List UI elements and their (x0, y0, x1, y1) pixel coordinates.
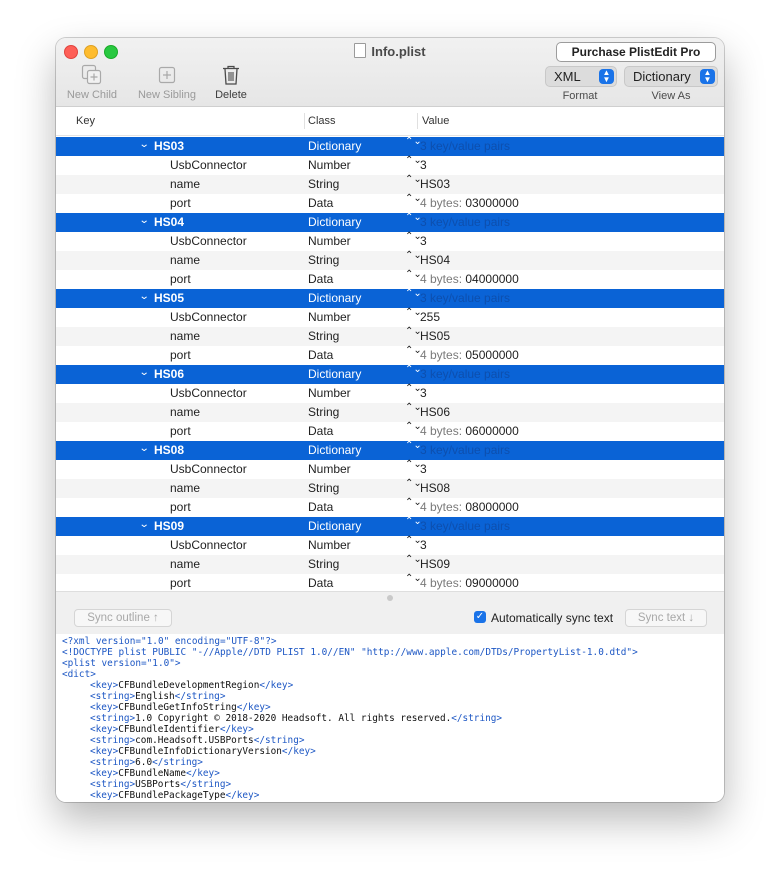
outline-row[interactable] (56, 346, 724, 365)
row-value[interactable] (420, 291, 510, 305)
row-key[interactable]: HS05 (154, 291, 185, 305)
xml-tag: <key> (90, 724, 119, 735)
xml-tag: </string> (174, 691, 226, 702)
xml-text: CFBundleIdentifier (118, 724, 220, 735)
row-class[interactable]: String (308, 405, 340, 419)
row-class[interactable]: Number (308, 462, 351, 476)
outline-row-dictionary[interactable] (56, 137, 724, 156)
class-popup-chevron-icon[interactable]: ⌃⌄ (405, 174, 422, 185)
disclosure-chevron-icon[interactable]: ⌄ (138, 443, 150, 454)
xml-line (62, 768, 724, 779)
row-value[interactable]: HS09 (420, 557, 451, 571)
class-popup-chevron-icon[interactable]: ⌃⌄ (405, 497, 422, 508)
row-value[interactable]: 3 (420, 158, 427, 172)
row-key[interactable]: name (170, 481, 201, 495)
xml-line (62, 702, 724, 713)
xml-tag: </string> (152, 757, 203, 768)
row-value-text: 05000000 (465, 348, 519, 362)
xml-tag: <key> (90, 790, 119, 801)
row-value[interactable] (420, 348, 519, 362)
outline-row[interactable] (56, 251, 724, 270)
row-value-prefix: 4 bytes: (420, 196, 463, 210)
delete-label: Delete (215, 89, 247, 101)
document-icon (354, 43, 366, 58)
row-value[interactable]: HS04 (420, 253, 451, 267)
outline-row[interactable] (56, 327, 724, 346)
outline-row[interactable] (56, 156, 724, 175)
class-popup-chevron-icon[interactable]: ⌃⌄ (405, 478, 422, 489)
row-value[interactable] (420, 215, 510, 229)
row-value[interactable]: 3 (420, 386, 427, 400)
class-popup-chevron-icon[interactable]: ⌃⌄ (405, 364, 422, 375)
view-as-popup[interactable] (624, 66, 718, 87)
outline-row[interactable] (56, 403, 724, 422)
row-class[interactable]: Number (308, 234, 351, 248)
column-divider[interactable] (304, 113, 305, 129)
row-key[interactable]: HS08 (154, 443, 185, 457)
row-key[interactable]: port (170, 576, 191, 590)
disclosure-chevron-icon[interactable]: ⌄ (138, 215, 150, 226)
xml-text: CFBundleName (118, 768, 186, 779)
outline-row[interactable] (56, 308, 724, 327)
xml-tag: </key> (259, 680, 294, 691)
xml-text: 1.0 Copyright © 2018-2020 Headsoft. All rights reserved. (135, 713, 452, 724)
auto-sync-label[interactable]: Automatically sync text (491, 611, 614, 625)
trash-icon (208, 64, 254, 86)
row-value-text: 09000000 (465, 576, 519, 590)
class-popup-chevron-icon[interactable]: ⌃⌄ (405, 288, 422, 299)
row-key[interactable]: name (170, 557, 201, 571)
xml-tag: <string> (90, 691, 136, 702)
row-value[interactable] (420, 576, 519, 590)
class-popup-chevron-icon[interactable]: ⌃⌄ (405, 554, 422, 565)
column-divider[interactable] (417, 113, 418, 129)
row-key[interactable]: name (170, 329, 201, 343)
class-popup-chevron-icon[interactable]: ⌃⌄ (405, 307, 422, 318)
row-value-prefix: 4 bytes: (420, 500, 463, 514)
row-value[interactable]: HS08 (420, 481, 451, 495)
row-value-prefix: 4 bytes: (420, 348, 463, 362)
split-view-handle[interactable] (387, 595, 393, 601)
window-title-text: Info.plist (371, 44, 426, 59)
outline-row[interactable] (56, 574, 724, 591)
row-class[interactable]: Data (308, 424, 334, 438)
xml-tag: <string> (90, 779, 136, 790)
new-child-icon (62, 64, 122, 86)
row-value-summary: 3 key/value pairs (420, 519, 511, 533)
xml-text: CFBundleInfoDictionaryVersion (118, 746, 282, 757)
row-value[interactable] (420, 367, 510, 381)
row-class[interactable]: Dictionary (308, 139, 362, 153)
sync-text-button[interactable]: Sync text ↓ (625, 609, 707, 627)
row-key[interactable]: port (170, 196, 191, 210)
row-key[interactable]: name (170, 177, 201, 191)
outline-row[interactable] (56, 270, 724, 289)
row-value[interactable]: 255 (420, 310, 441, 324)
row-value-prefix: 4 bytes: (420, 424, 463, 438)
xml-line (62, 669, 724, 680)
row-class[interactable]: String (308, 329, 340, 343)
delete-button[interactable] (208, 64, 254, 101)
xml-text: CFBundleGetInfoString (118, 702, 237, 713)
row-value-prefix: 4 bytes: (420, 272, 463, 286)
disclosure-chevron-icon[interactable]: ⌄ (138, 139, 150, 150)
row-value[interactable] (420, 443, 510, 457)
outline-row[interactable] (56, 232, 724, 251)
row-value-summary: 3 key/value pairs (420, 139, 511, 153)
row-key[interactable]: UsbConnector (170, 538, 247, 552)
xml-line (62, 658, 724, 669)
xml-tag: </key> (281, 746, 316, 757)
outline-view[interactable] (56, 137, 724, 591)
outline-row-dictionary[interactable] (56, 213, 724, 232)
format-label: Format (562, 90, 598, 102)
xml-line (62, 636, 724, 647)
outline-row[interactable] (56, 422, 724, 441)
row-value[interactable]: 3 (420, 538, 427, 552)
xml-line (62, 724, 724, 735)
row-key[interactable]: port (170, 500, 191, 514)
format-popup[interactable] (545, 66, 617, 87)
xml-text: CFBundleDevelopmentRegion (118, 680, 260, 691)
xml-tag: </string> (180, 779, 232, 790)
class-popup-chevron-icon[interactable]: ⌃⌄ (405, 421, 422, 432)
row-class[interactable]: Number (308, 158, 351, 172)
class-popup-chevron-icon[interactable]: ⌃⌄ (405, 516, 422, 527)
new-sibling-label: New Sibling (137, 89, 197, 101)
disclosure-chevron-icon[interactable]: ⌄ (138, 519, 150, 530)
row-value[interactable] (420, 424, 519, 438)
class-popup-chevron-icon[interactable]: ⌃⌄ (405, 326, 422, 337)
outline-row[interactable] (56, 384, 724, 403)
row-key[interactable]: HS09 (154, 519, 185, 533)
xml-tag: <!DOCTYPE plist PUBLIC "-//Apple//DTD PLIST 1.0//EN" "http://www.apple.com/DTDs/PropertyList-1.0.dtd"> (62, 647, 638, 658)
row-value[interactable]: 3 (420, 462, 427, 476)
row-class[interactable]: Dictionary (308, 291, 362, 305)
sync-bar (56, 591, 724, 635)
xml-tag: <key> (90, 746, 119, 757)
xml-tag: <key> (90, 768, 119, 779)
disclosure-chevron-icon[interactable]: ⌄ (138, 367, 150, 378)
purchase-button[interactable]: Purchase PlistEdit Pro (556, 42, 716, 62)
class-popup-chevron-icon[interactable]: ⌃⌄ (405, 212, 422, 223)
xml-line (62, 647, 724, 658)
xml-line (62, 779, 724, 790)
xml-text: CFBundlePackageType (118, 790, 226, 801)
row-value[interactable] (420, 139, 510, 153)
row-key[interactable]: HS03 (154, 139, 185, 153)
row-value-summary: 3 key/value pairs (420, 291, 511, 305)
row-value-summary: 3 key/value pairs (420, 443, 511, 457)
xml-tag: <key> (90, 680, 119, 691)
xml-text: com.Headsoft.USBPorts (135, 735, 254, 746)
new-child-label: New Child (66, 89, 118, 101)
class-popup-chevron-icon[interactable]: ⌃⌄ (405, 573, 422, 584)
row-value[interactable] (420, 272, 519, 286)
row-class[interactable]: Data (308, 348, 334, 362)
row-class[interactable]: Data (308, 196, 334, 210)
class-popup-chevron-icon[interactable]: ⌃⌄ (405, 383, 422, 394)
xml-tag: </key> (236, 702, 271, 713)
row-value-prefix: 4 bytes: (420, 576, 463, 590)
xml-tag: </key> (225, 790, 260, 801)
popup-chevron-icon: ▲ ▼ (700, 69, 715, 84)
class-popup-chevron-icon[interactable]: ⌃⌄ (405, 440, 422, 451)
xml-text-view[interactable] (56, 634, 724, 802)
class-popup-chevron-icon[interactable]: ⌃⌄ (405, 193, 422, 204)
class-popup-chevron-icon[interactable]: ⌃⌄ (405, 535, 422, 546)
xml-line (62, 790, 724, 801)
xml-tag: <?xml version="1.0" encoding="UTF-8"?> (62, 636, 277, 647)
class-popup-chevron-icon[interactable]: ⌃⌄ (405, 155, 422, 166)
row-value-text: 03000000 (465, 196, 519, 210)
row-key[interactable]: name (170, 253, 201, 267)
row-value[interactable] (420, 196, 519, 210)
class-popup-chevron-icon[interactable]: ⌃⌄ (405, 137, 422, 147)
row-class[interactable]: Dictionary (308, 215, 362, 229)
outline-row-dictionary[interactable] (56, 517, 724, 536)
xml-tag: <string> (90, 713, 136, 724)
xml-tag: <string> (90, 735, 136, 746)
xml-tag: </key> (219, 724, 254, 735)
row-class[interactable]: Dictionary (308, 443, 362, 457)
row-class[interactable]: Number (308, 386, 351, 400)
xml-text: 6.0 (135, 757, 153, 768)
outline-row[interactable] (56, 555, 724, 574)
xml-line (62, 746, 724, 757)
row-value-summary: 3 key/value pairs (420, 215, 511, 229)
row-class[interactable]: Data (308, 576, 334, 590)
row-value[interactable]: HS06 (420, 405, 451, 419)
row-value-text: 06000000 (465, 424, 519, 438)
class-popup-chevron-icon[interactable]: ⌃⌄ (405, 402, 422, 413)
xml-tag: </key> (185, 768, 220, 779)
new-child-button[interactable] (62, 64, 122, 101)
outline-row[interactable] (56, 536, 724, 555)
xml-tag: <key> (90, 702, 119, 713)
outline-row[interactable] (56, 460, 724, 479)
row-value[interactable] (420, 519, 510, 533)
row-key[interactable]: name (170, 405, 201, 419)
new-sibling-icon (132, 64, 202, 86)
format-value: XML (554, 69, 581, 84)
row-key[interactable]: HS06 (154, 367, 185, 381)
outline-row-dictionary[interactable] (56, 289, 724, 308)
outline-row[interactable] (56, 194, 724, 213)
view-as-value: Dictionary (633, 69, 691, 84)
row-key[interactable]: UsbConnector (170, 310, 247, 324)
row-key[interactable]: port (170, 272, 191, 286)
xml-line (62, 735, 724, 746)
outline-row[interactable] (56, 175, 724, 194)
disclosure-chevron-icon[interactable]: ⌄ (138, 291, 150, 302)
outline-row[interactable] (56, 498, 724, 517)
row-key[interactable]: UsbConnector (170, 158, 247, 172)
class-popup-chevron-icon[interactable]: ⌃⌄ (405, 345, 422, 356)
xml-tag: <plist version="1.0"> (62, 658, 181, 669)
xml-line (62, 757, 724, 768)
class-popup-chevron-icon[interactable]: ⌃⌄ (405, 459, 422, 470)
row-value-text: 08000000 (465, 500, 519, 514)
row-class[interactable]: String (308, 557, 340, 571)
xml-text: USBPorts (135, 779, 181, 790)
row-class[interactable]: String (308, 177, 340, 191)
row-class[interactable]: String (308, 253, 340, 267)
row-class[interactable]: Number (308, 538, 351, 552)
outline-header (56, 107, 724, 136)
row-value[interactable]: 3 (420, 234, 427, 248)
row-value[interactable]: HS05 (420, 329, 451, 343)
new-sibling-button[interactable] (132, 64, 202, 101)
xml-line (62, 691, 724, 702)
row-class[interactable]: Dictionary (308, 519, 362, 533)
xml-line (62, 680, 724, 691)
xml-tag: </string> (253, 735, 305, 746)
xml-line (62, 713, 724, 724)
row-class[interactable]: Number (308, 310, 351, 324)
outline-row-dictionary[interactable] (56, 365, 724, 384)
toolbar (56, 38, 724, 107)
row-key[interactable]: UsbConnector (170, 462, 247, 476)
row-key[interactable]: port (170, 424, 191, 438)
xml-tag: </string> (451, 713, 503, 724)
row-key[interactable]: port (170, 348, 191, 362)
column-header-key[interactable]: Key (76, 115, 95, 127)
plist-editor-window (56, 38, 724, 802)
class-popup-chevron-icon[interactable]: ⌃⌄ (405, 269, 422, 280)
row-class[interactable]: Data (308, 500, 334, 514)
auto-sync-checkbox[interactable]: ✓ (475, 611, 485, 622)
sync-outline-button[interactable]: Sync outline ↑ (74, 609, 172, 627)
row-value-text: 04000000 (465, 272, 519, 286)
row-value-summary: 3 key/value pairs (420, 367, 511, 381)
row-value[interactable] (420, 500, 519, 514)
class-popup-chevron-icon[interactable]: ⌃⌄ (405, 250, 422, 261)
view-as-label: View As (651, 90, 691, 102)
column-header-class[interactable]: Class (308, 115, 336, 127)
outline-row-dictionary[interactable] (56, 441, 724, 460)
column-header-value[interactable]: Value (422, 115, 450, 127)
row-key[interactable]: HS04 (154, 215, 185, 229)
class-popup-chevron-icon[interactable]: ⌃⌄ (405, 231, 422, 242)
popup-chevron-icon: ▲ ▼ (599, 69, 614, 84)
row-class[interactable]: String (308, 481, 340, 495)
row-key[interactable]: UsbConnector (170, 234, 247, 248)
row-class[interactable]: Data (308, 272, 334, 286)
xml-text: English (135, 691, 175, 702)
xml-tag: <dict> (62, 669, 96, 680)
outline-row[interactable] (56, 479, 724, 498)
row-value[interactable]: HS03 (420, 177, 451, 191)
row-class[interactable]: Dictionary (308, 367, 362, 381)
xml-tag: <string> (90, 757, 136, 768)
row-key[interactable]: UsbConnector (170, 386, 247, 400)
